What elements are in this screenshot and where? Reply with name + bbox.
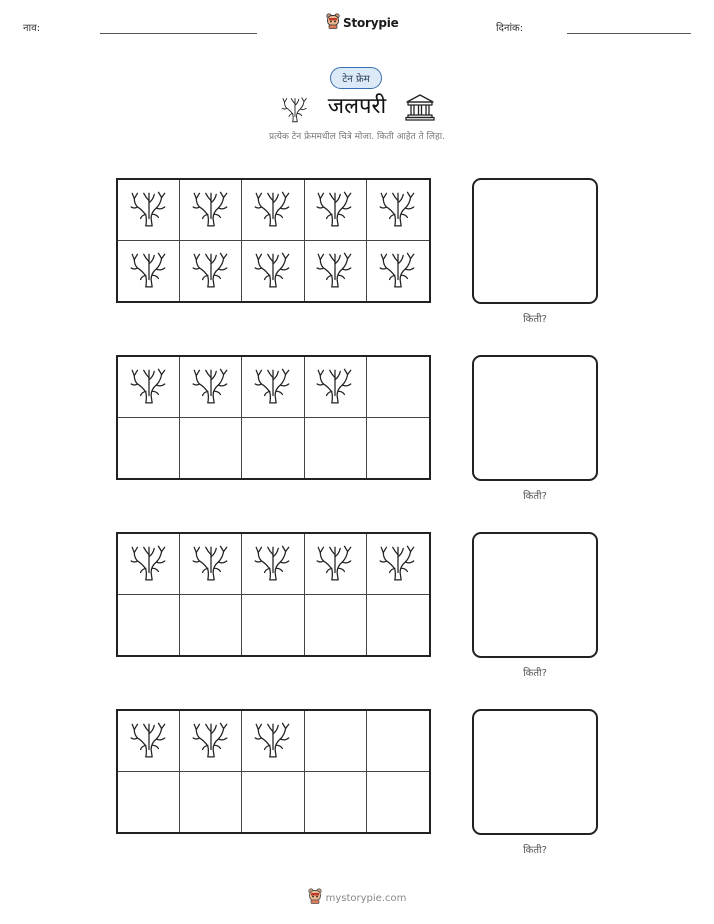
coral-icon	[190, 541, 232, 587]
coral-icon	[314, 541, 356, 587]
ten-frame-cell	[118, 772, 180, 833]
ten-frame-cell	[180, 357, 242, 418]
ten-frame-cell	[118, 241, 180, 302]
brand-logo	[326, 13, 399, 33]
ten-frame	[116, 709, 431, 834]
ten-frame-cell	[367, 534, 429, 595]
footer-url[interactable]: mystorypie.com	[325, 892, 407, 904]
coral-icon	[128, 248, 170, 294]
coral-icon	[252, 187, 294, 233]
ten-frame-cell	[305, 180, 367, 241]
ten-frame-cell	[367, 241, 429, 302]
ten-frame-cell	[305, 772, 367, 833]
answer-label: किती?	[523, 845, 547, 856]
answer-label: किती?	[523, 668, 547, 679]
coral-icon	[128, 541, 170, 587]
ten-frame-cell	[180, 241, 242, 302]
ten-frame-cell	[118, 595, 180, 656]
temple-icon	[405, 93, 435, 125]
ten-frame-cell	[118, 711, 180, 772]
answer-box[interactable]	[472, 532, 598, 658]
ten-frame-cell	[367, 595, 429, 656]
brand-name: Storypie	[343, 16, 399, 30]
ten-frame-cell	[242, 418, 304, 479]
ten-frame-cell	[305, 241, 367, 302]
answer-box[interactable]	[472, 355, 598, 481]
coral-icon	[190, 248, 232, 294]
coral-icon	[190, 187, 232, 233]
ten-frame-cell	[242, 772, 304, 833]
answer-box[interactable]	[472, 709, 598, 835]
ten-frame-cell	[118, 418, 180, 479]
coral-icon	[314, 364, 356, 410]
ten-frame-cell	[242, 357, 304, 418]
ten-frame-cell	[305, 595, 367, 656]
coral-icon	[128, 187, 170, 233]
ten-frame-cell	[118, 534, 180, 595]
ten-frame-cell	[242, 711, 304, 772]
ten-frame-cell	[180, 595, 242, 656]
ten-frame-cell	[242, 534, 304, 595]
coral-icon	[377, 541, 419, 587]
coral-icon	[128, 718, 170, 764]
ten-frame-cell	[367, 180, 429, 241]
date-line[interactable]	[567, 33, 691, 34]
topic-badge: टेन फ्रेम	[330, 67, 382, 89]
coral-icon	[252, 718, 294, 764]
date-label: दिनांक:	[496, 23, 524, 34]
ten-frame-cell	[367, 357, 429, 418]
ten-frame-cell	[367, 711, 429, 772]
answer-label: किती?	[523, 491, 547, 502]
ten-frame-cell	[118, 357, 180, 418]
ten-frame	[116, 178, 431, 303]
ten-frame-cell	[180, 534, 242, 595]
footer	[0, 888, 714, 908]
bear-mascot-icon	[308, 888, 322, 908]
bear-mascot-icon	[326, 13, 340, 33]
answer-box[interactable]	[472, 178, 598, 304]
coral-icon	[252, 248, 294, 294]
coral-icon	[190, 718, 232, 764]
ten-frame-cell	[305, 418, 367, 479]
coral-icon	[377, 248, 419, 294]
coral-icon	[190, 364, 232, 410]
ten-frame-cell	[242, 241, 304, 302]
ten-frame-cell	[305, 711, 367, 772]
ten-frame-cell	[180, 180, 242, 241]
ten-frame-cell	[242, 180, 304, 241]
coral-icon	[252, 364, 294, 410]
ten-frame-cell	[180, 772, 242, 833]
name-label: नाव:	[23, 23, 41, 34]
ten-frame-cell	[367, 772, 429, 833]
ten-frame-cell	[367, 418, 429, 479]
coral-icon	[377, 187, 419, 233]
coral-icon	[252, 541, 294, 587]
coral-icon	[314, 248, 356, 294]
ten-frame-cell	[305, 357, 367, 418]
name-line[interactable]	[100, 33, 257, 34]
answer-label: किती?	[523, 314, 547, 325]
ten-frame	[116, 532, 431, 657]
coral-icon	[280, 94, 310, 128]
coral-icon	[128, 364, 170, 410]
ten-frame-cell	[180, 418, 242, 479]
ten-frame-cell	[180, 711, 242, 772]
ten-frame-cell	[305, 534, 367, 595]
instruction-text: प्रत्येक टेन फ्रेममधील चित्रे मोजा. किती आहेत ते लिहा.	[269, 132, 445, 142]
ten-frame	[116, 355, 431, 480]
coral-icon	[314, 187, 356, 233]
worksheet-title: जलपरी	[327, 94, 387, 119]
ten-frame-cell	[242, 595, 304, 656]
ten-frame-cell	[118, 180, 180, 241]
